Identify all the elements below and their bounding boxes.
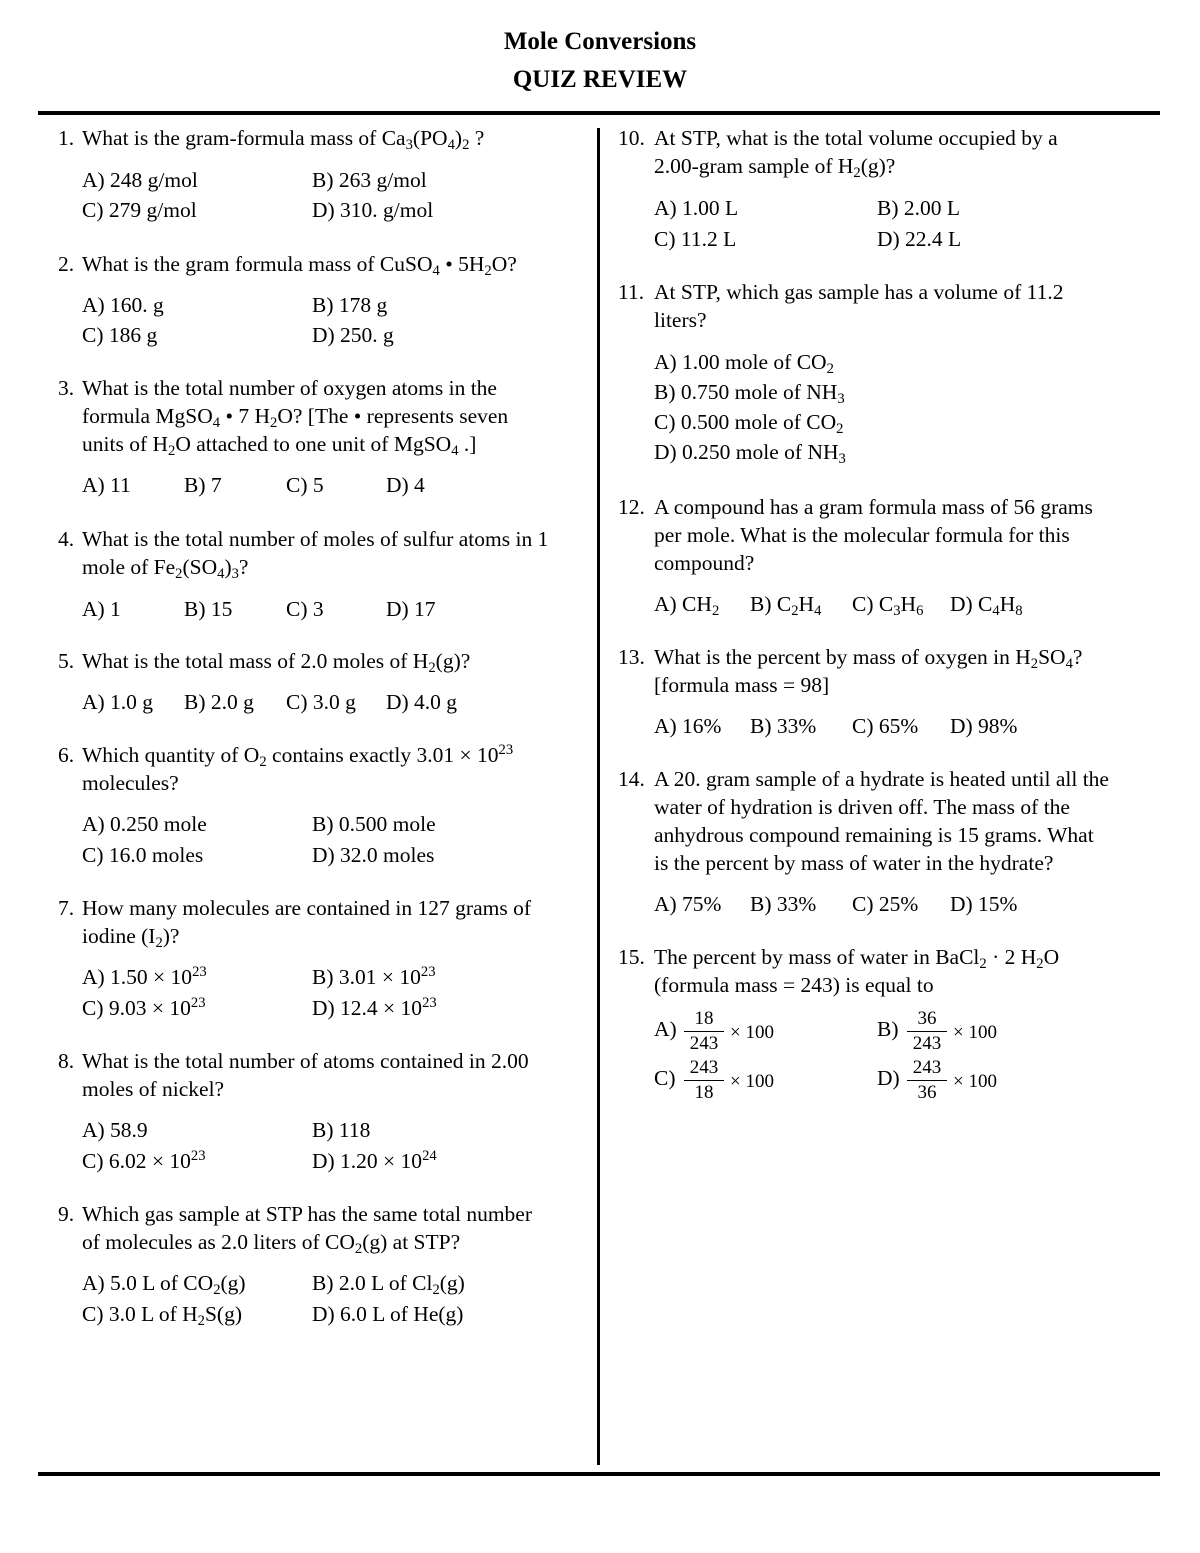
choice-d[interactable]: D) 4.0 g	[386, 690, 458, 714]
choice-a[interactable]: A) 160. g	[82, 293, 164, 317]
choice-d[interactable]: D) 250. g	[312, 323, 394, 347]
choice-b[interactable]: B) 33%	[750, 892, 817, 916]
question-text: At STP, what is the total volume occupied by a 2.00-gram sample of $H_2(g)$?	[654, 126, 1058, 182]
question-number: 14.	[618, 767, 645, 791]
choice-a[interactable]: A) 11	[82, 473, 131, 497]
fraction: $\frac{243}{18}$	[684, 1056, 724, 1105]
choice-a[interactable]: A) 75%	[654, 892, 722, 916]
times-100: × 100	[953, 1071, 997, 1092]
choice-b[interactable]: B) $3.01 \times 10^{23}$	[312, 963, 436, 989]
choice-c[interactable]: C) 25%	[852, 892, 919, 916]
choice-d[interactable]: D) 0.250 mole of $NH_3$	[654, 440, 846, 468]
choice-c[interactable]: C) 186 g	[82, 323, 158, 347]
question-text: What is the total number of oxygen atoms in the formula MgSO$_4$ • 7 $H_2O$? [The • represents seven units of $H_2O$ attached to one unit of MgSO$_4$ .]	[82, 376, 509, 460]
question-text: Which gas sample at STP has the same total number of molecules as 2.0 liters of $CO_2(g)$ at STP?	[82, 1202, 532, 1258]
choice-b[interactable]: B) 0.750 mole of $NH_3$	[654, 380, 845, 408]
choice-d[interactable]	[877, 1057, 1077, 1112]
choice-label: A)	[654, 1017, 677, 1041]
question-number: 13.	[618, 645, 645, 669]
bottom-divider	[38, 1472, 1160, 1476]
choice-c[interactable]: C) 65%	[852, 714, 919, 738]
question-number: 7.	[58, 896, 75, 920]
choice-b[interactable]: B) 2.0 L of $Cl_2(g)$	[312, 1271, 465, 1299]
question-number: 10.	[618, 126, 645, 150]
question-text: What is the total number of moles of sulfur atoms in 1 mole of $Fe_2(SO_4)_3$?	[82, 527, 549, 583]
choice-b[interactable]: B) 15	[184, 597, 233, 621]
choice-b[interactable]: B) 7	[184, 473, 222, 497]
choice-a[interactable]: A) 0.250 mole	[82, 812, 207, 836]
question-text: A compound has a gram formula mass of 56 grams per mole. What is the molecular formula for this compound?	[654, 495, 1093, 575]
choice-c[interactable]: C) 11.2 L	[654, 227, 737, 251]
choice-c[interactable]: C) 0.500 mole of $CO_2$	[654, 410, 844, 438]
choice-b[interactable]: B) 118	[312, 1118, 371, 1142]
column-divider	[597, 128, 600, 1465]
choice-a[interactable]: A) 1.0 g	[82, 690, 154, 714]
choice-d[interactable]: D) 310. g/mol	[312, 198, 434, 222]
choice-b[interactable]: B) 0.500 mole	[312, 812, 436, 836]
question-text: At STP, which gas sample has a volume of 11.2 liters?	[654, 280, 1064, 332]
choice-a[interactable]: A) $1.50 \times 10^{23}$	[82, 963, 207, 989]
question-number: 8.	[58, 1049, 75, 1073]
choice-a[interactable]: A) 16%	[654, 714, 722, 738]
choice-label: D)	[877, 1066, 900, 1090]
choice-d[interactable]: D) 32.0 moles	[312, 843, 435, 867]
choice-c[interactable]: C) 3.0 g	[286, 690, 356, 714]
choice-c[interactable]: C) 3.0 L of $H_2S(g)$	[82, 1302, 242, 1330]
choice-a[interactable]: A) 1	[82, 597, 121, 621]
question-text: Which quantity of $O_2$ contains exactly $3.01 \times 10^{23}$ molecules?	[82, 741, 514, 795]
choice-a[interactable]: A) 5.0 L of $CO_2(g)$	[82, 1271, 246, 1299]
choice-b[interactable]: B) 33%	[750, 714, 817, 738]
choice-d[interactable]: D) 17	[386, 597, 436, 621]
question-number: 15.	[618, 945, 645, 969]
question-number: 11.	[618, 280, 645, 304]
question-text: What is the gram formula mass of CuSO$_4$ • $5H_2O$?	[82, 252, 517, 280]
question-text: What is the gram-formula mass of $Ca_3(PO_4)_2$ ?	[82, 126, 485, 154]
choice-b[interactable]: B) 178 g	[312, 293, 388, 317]
question-text: The percent by mass of water in BaCl$_2$ · 2 $H_2O$ (formula mass = 243) is equal to	[654, 945, 1060, 997]
question-number: 3.	[58, 376, 75, 400]
times-100: × 100	[953, 1022, 997, 1043]
choice-c[interactable]: C) 3	[286, 597, 324, 621]
choice-d[interactable]: D) $12.4 \times 10^{23}$	[312, 994, 437, 1020]
choice-a[interactable]: A) 1.00 L	[654, 196, 739, 220]
question-text: What is the total number of atoms contained in 2.00 moles of nickel?	[82, 1049, 529, 1101]
question-text: What is the percent by mass of oxygen in $H_2SO_4$? [formula mass = 98]	[654, 645, 1083, 697]
choice-d[interactable]: D) 22.4 L	[877, 227, 962, 251]
choice-a[interactable]: A) 58.9	[82, 1118, 148, 1142]
choice-a[interactable]: A) 248 g/mol	[82, 168, 198, 192]
question-number: 12.	[618, 495, 645, 519]
question-text: What is the total mass of 2.0 moles of $H_2(g)$?	[82, 649, 471, 677]
choice-a[interactable]: A) $CH_2$	[654, 592, 720, 620]
top-divider	[38, 111, 1160, 115]
choice-c[interactable]: C) 5	[286, 473, 324, 497]
question-number: 1.	[58, 126, 75, 150]
choice-label: B)	[877, 1017, 899, 1041]
choice-d[interactable]: D) 4	[386, 473, 425, 497]
choice-b[interactable]: B) $C_2H_4$	[750, 592, 822, 620]
choice-label: C)	[654, 1066, 676, 1090]
choice-d[interactable]: D) $C_4H_8$	[950, 592, 1023, 620]
choice-d[interactable]: D) 98%	[950, 714, 1018, 738]
question-number: 9.	[58, 1202, 75, 1226]
times-100: × 100	[730, 1022, 774, 1043]
fraction: $\frac{243}{36}$	[907, 1056, 947, 1105]
choice-a[interactable]: A) 1.00 mole of $CO_2$	[654, 350, 834, 378]
choice-c[interactable]: C) $C_3H_6$	[852, 592, 924, 620]
question-number: 2.	[58, 252, 75, 276]
question-text: How many molecules are contained in 127 grams of iodine $(I_2)$?	[82, 896, 531, 952]
question-number: 4.	[58, 527, 75, 551]
question-number: 5.	[58, 649, 75, 673]
question-text: A 20. gram sample of a hydrate is heated until all the water of hydration is driven off. The mass of the anhydrous compound remaining is 15 grams. What is the percent by mass of water in the hydrate?	[654, 767, 1109, 875]
fraction: $\frac{18}{243}$	[684, 1007, 724, 1056]
fraction: $\frac{36}{243}$	[907, 1007, 947, 1056]
choice-b[interactable]: B) 2.0 g	[184, 690, 254, 714]
page-title: Mole Conversions	[503, 28, 697, 55]
question-number: 6.	[58, 743, 75, 767]
choice-c[interactable]: C) $9.03 \times 10^{23}$	[82, 994, 206, 1020]
choice-b[interactable]: B) 2.00 L	[877, 196, 961, 220]
choice-c[interactable]: C) 16.0 moles	[82, 843, 204, 867]
choice-d[interactable]: D) 6.0 L of He(g)	[312, 1302, 464, 1326]
times-100: × 100	[730, 1071, 774, 1092]
choice-d[interactable]: D) 15%	[950, 892, 1018, 916]
choice-d[interactable]: D) $1.20 \times 10^{24}$	[312, 1147, 437, 1173]
choice-b[interactable]: B) 263 g/mol	[312, 168, 427, 192]
choice-c[interactable]: C) $6.02 \times 10^{23}$	[82, 1147, 206, 1173]
page-subtitle: QUIZ REVIEW	[512, 66, 688, 93]
choice-c[interactable]	[654, 1057, 854, 1112]
choice-c[interactable]: C) 279 g/mol	[82, 198, 197, 222]
